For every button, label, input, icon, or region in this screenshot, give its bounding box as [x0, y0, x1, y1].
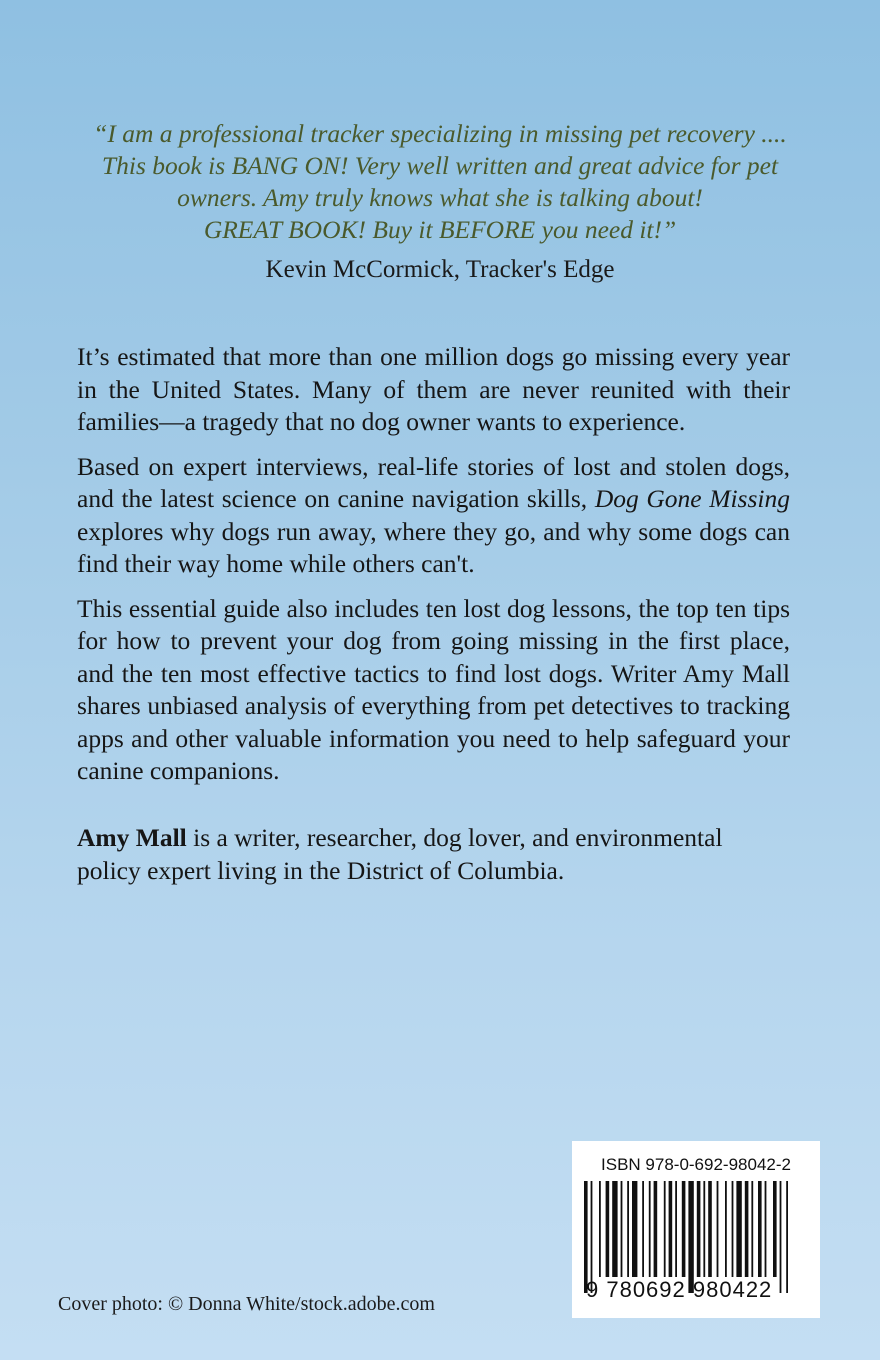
barcode-bar	[765, 1181, 767, 1277]
barcode-bar	[717, 1181, 719, 1277]
description-text: explores why dogs run away, where they go, and why some dogs can find their way home while others can't.	[77, 516, 790, 578]
barcode-bar	[649, 1181, 651, 1277]
barcode-bar	[664, 1181, 666, 1277]
barcode-digits: 9 780692 980422	[586, 1277, 773, 1302]
testimonial-attribution: Kevin McCormick, Tracker's Edge	[265, 256, 615, 283]
testimonial-quote	[40, 118, 840, 246]
barcode-bar	[732, 1181, 734, 1277]
description-paragraph-3: This essential guide also includes ten lost dog lessons, the top ten tips for how to prevent your dog from going missing in the first place, and the ten most effective tactics to find lost dogs. Writer Amy Mall shares unbiased analysis of everything from pet detectives to tracking apps and other valuable information you need to help safeguard your canine companions.	[77, 593, 790, 785]
cover-photo-credit: Cover photo: © Donna White/stock.adobe.com	[58, 1293, 435, 1315]
book-title: Dog Gone Missing	[594, 484, 790, 513]
author-bio	[77, 822, 767, 887]
description-paragraph-1: It’s estimated that more than one million dogs go missing every year in the United States. Many of them are never reunited with their families—a tragedy that no dog owner wants to experience.	[77, 342, 790, 436]
barcode-bar	[708, 1181, 712, 1277]
barcode-bar	[621, 1181, 623, 1277]
barcode-bar	[654, 1181, 658, 1277]
description-paragraph-2	[77, 451, 790, 581]
isbn-label: ISBN 978-0-692-98042-2	[601, 1155, 791, 1174]
quote-line: “I am a professional tracker specializing in missing pet recovery ....	[93, 119, 787, 148]
quote-line: owners. Amy truly knows what she is talking about!	[177, 183, 703, 212]
barcode-panel	[572, 1141, 820, 1318]
barcode-bar	[682, 1181, 686, 1277]
barcode-bar	[642, 1181, 644, 1277]
barcode-bar	[758, 1181, 762, 1277]
barcode-bar	[773, 1181, 777, 1277]
barcode-bar	[599, 1181, 601, 1277]
book-description	[77, 341, 790, 800]
barcode-bar	[745, 1181, 749, 1277]
barcode-bar	[632, 1181, 637, 1277]
author-name: Amy Mall	[77, 823, 187, 852]
barcode-bar	[751, 1181, 753, 1277]
quote-line: This book is BANG ON! Very well written and great advice for pet	[101, 151, 779, 180]
description-text: Based on expert interviews, real-life stories of lost and stolen dogs, and the latest science on canine navigation skills,	[77, 451, 790, 513]
barcode-bar	[612, 1181, 617, 1277]
author-bio-text: is a writer, researcher, dog lover, and environmental policy expert living in the District of Columbia.	[77, 823, 723, 885]
quote-line: GREAT BOOK! Buy it BEFORE you need it!”	[203, 215, 677, 244]
barcode-bar	[736, 1181, 741, 1277]
barcode-bar	[703, 1181, 705, 1277]
barcode-bar	[697, 1181, 701, 1277]
barcode-bar	[669, 1181, 673, 1277]
barcode-bar	[627, 1181, 629, 1277]
barcode-bar	[675, 1181, 677, 1277]
barcode-bar	[606, 1181, 610, 1277]
barcode-bar	[725, 1181, 727, 1277]
